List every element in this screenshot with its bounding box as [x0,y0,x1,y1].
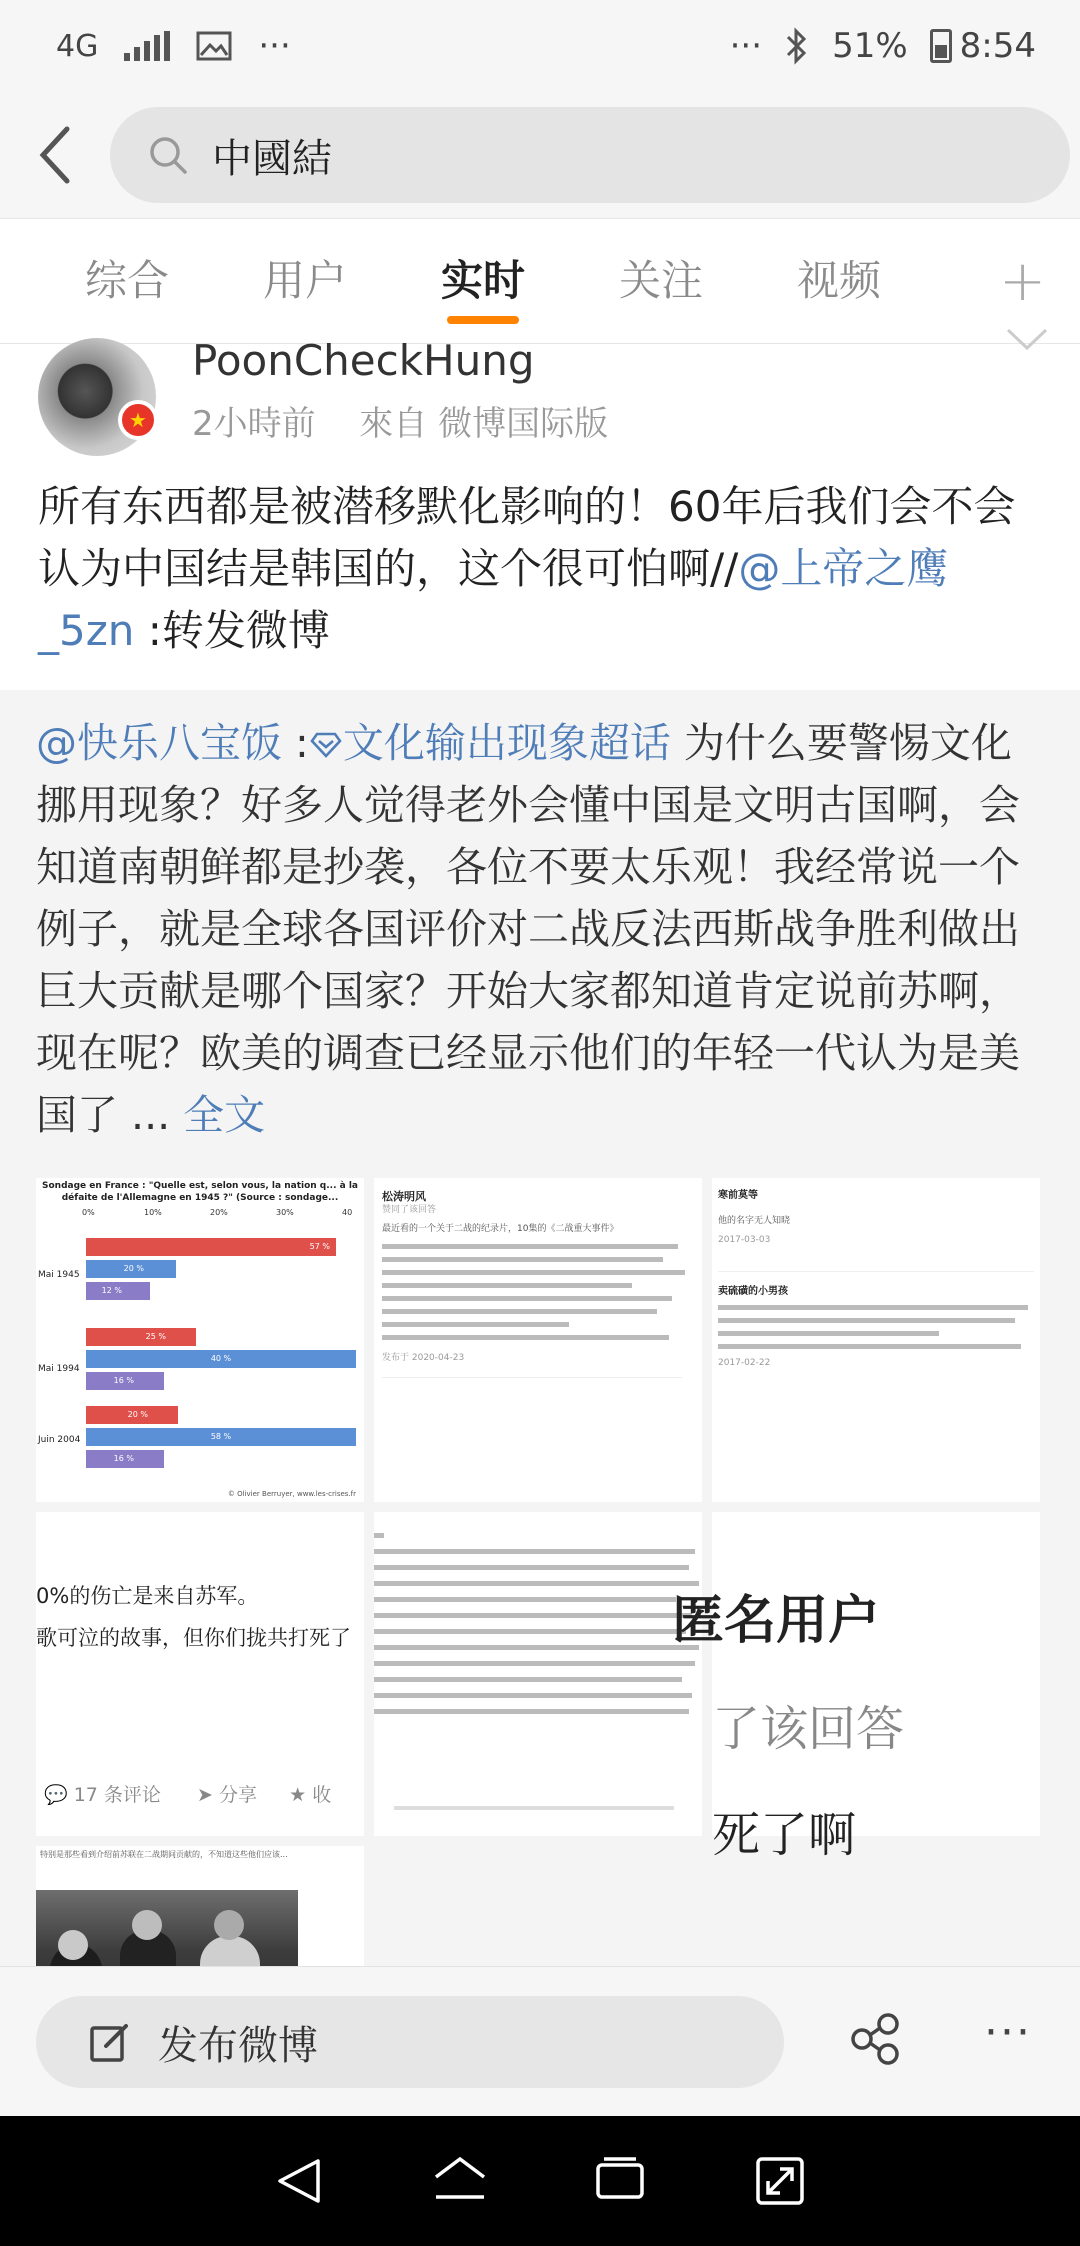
post-text [0,464,1080,662]
edit-icon [88,2020,132,2064]
repost-separator: : [282,719,309,767]
tick-label: 0% [82,1208,95,1217]
bar-usa-1945 [86,1260,176,1278]
share-button[interactable] [848,2011,904,2071]
thumb4-fav: 收 [312,1784,332,1806]
post-meta [192,396,608,445]
thumb2-date: 发布于 2020-04-23 [382,1353,465,1363]
bar-value: 40 % [210,1354,232,1363]
tab-realtime[interactable]: 实时 [394,218,572,344]
thumb3-divider [718,1271,1034,1272]
recents-icon [592,2153,648,2209]
thumb1-row-label-3: Juin 2004 [38,1435,81,1445]
battery-icon [930,29,952,63]
tick-label: 20% [210,1208,228,1217]
bottom-action-bar [0,1966,1080,2116]
repost-body: 为什么要警惕文化挪用现象？好多人觉得老外会懂中国是文明古国啊，会知道南朝鲜都是抄袭，各位不要太乐观！我经常说一个例子，就是全球各国评价对二战反法西斯战争胜利做出巨大贡献是哪个国家？开始大家都知道肯定说前苏啊，现在呢？欧美的调查已经显示他们的年轻一代认为是美国了 ... [36,719,1020,1139]
username[interactable]: PoonCheckHung [192,336,535,385]
image-grid [36,1178,1044,2028]
tick-label: 10% [144,1208,162,1217]
bar-value: 58 % [210,1432,232,1441]
thumb3-date1: 2017-03-03 [718,1235,771,1245]
clock: 8:54 [959,26,1036,66]
share-arrow-icon: ➤ [197,1784,213,1806]
home-icon [430,2153,490,2209]
bar-value: 20 % [127,1410,148,1419]
image-thumbnail-4[interactable] [36,1512,364,1836]
thumb4-comments: 17 条评论 [73,1784,161,1806]
bar-ussr-1994 [86,1328,196,1346]
compose-button[interactable] [36,1996,784,2088]
add-tab-button[interactable]: + [999,249,1046,314]
tick-label: 40 [342,1208,353,1217]
thumb1-ticks [82,1208,362,1220]
more-notifications: ··· [258,26,291,66]
image-thumbnail-6[interactable] [672,1512,1040,1863]
bar-usa-1994 [86,1350,356,1368]
nav-recents-button[interactable] [580,2141,660,2221]
thumb3-name1: 寒前莫等 [718,1190,758,1201]
post-header [0,336,1080,464]
post-body: 所有东西都是被潜移默化影响的！60年后我们会不会认为中国结是韩国的，这个很可怕啊// [38,482,1016,593]
thumb6-line2: 了该回答 [712,1701,905,1757]
thumb4-actions [44,1780,331,1807]
back-button[interactable] [20,115,90,195]
comment-icon: 💬 [44,1784,68,1806]
thumb1-row-label-2: Mai 1994 [38,1364,80,1374]
star-icon: ★ [289,1784,307,1806]
search-input[interactable] [110,107,1070,203]
topic-label: 文化输出现象超话 [342,719,671,767]
thumb3-name2: 卖硫磺的小男孩 [718,1286,788,1297]
tick-label: 30% [276,1208,294,1217]
tab-following[interactable]: 关注 [618,256,703,305]
more-status: ··· [729,26,763,66]
thumb4-line2: 歌可泣的故事，但你们拢共打死了 [36,1626,351,1650]
system-nav-bar [0,2116,1080,2246]
nav-back-button[interactable] [260,2141,340,2221]
signal-icon [124,31,170,61]
post-body-tail: :转发微博 [134,606,330,655]
chevron-down-icon[interactable] [1004,324,1050,354]
post-time: 2小時前 [192,404,316,444]
full-text-link[interactable]: 全文 [183,1091,266,1139]
thumb3-text-lines [718,1305,1034,1349]
thumb3-date2: 2017-02-22 [718,1358,771,1368]
image-icon [196,30,232,62]
bar-ussr-1945 [86,1238,336,1256]
weibo-post [0,336,1080,1986]
image-thumbnail-2[interactable] [374,1178,702,1502]
thumb3-line1: 他的名字无人知晓 [718,1216,791,1226]
search-tabs [0,218,1080,344]
thumb6-line1: 匿名用户 [672,1591,881,1651]
thumb2-line1: 赞同了该回答 [382,1205,437,1215]
thumb2-line2: 最近看的一个关于二战的纪录片，10集的《二战重大事件》 [382,1224,619,1234]
topic-link[interactable] [309,719,671,767]
mention-link[interactable]: @上帝之鹰_5zn [38,544,949,655]
expand-icon [752,2153,808,2209]
post-source: 來自 微博国际版 [359,404,609,444]
thumb4-share: 分享 [219,1784,258,1806]
tab-users[interactable]: 用户 [262,256,347,305]
search-header [0,92,1080,218]
status-bar [0,0,1080,92]
back-arrow-icon [35,125,75,185]
nav-home-button[interactable] [420,2141,500,2221]
search-query: 中國結 [212,135,332,182]
thumb5-text-lines [374,1533,702,1714]
image-thumbnail-1[interactable] [36,1178,364,1502]
thumb2-text-lines [382,1244,694,1340]
bar-uk-1994 [86,1372,164,1390]
more-options-button[interactable]: ··· [984,2007,1032,2058]
bluetooth-icon [784,27,810,65]
tab-video[interactable]: 视频 [796,256,881,305]
bar-uk-2004 [86,1450,164,1468]
thumb1-credit: © Olivier Berruyer, www.les-crises.fr [227,1490,356,1498]
bar-value: 25 % [145,1332,166,1341]
share-icon [848,2011,904,2067]
reposted-content[interactable] [0,690,1080,1986]
bar-usa-2004 [86,1428,356,1446]
thumb4-line1: 0%的伤亡是来自苏军。 [36,1584,259,1608]
thumb1-row-label-1: Mai 1945 [38,1270,80,1280]
image-thumbnail-5[interactable] [374,1512,702,1836]
back-triangle-icon [272,2153,328,2209]
thumb2-actions [382,1377,682,1391]
bar-uk-1945 [86,1282,150,1300]
bar-value: 20 % [123,1264,144,1273]
thumb1-title: Sondage en France : "Quelle est, selon vous, la nation q... à la défaite de l'Allemagne en 1945 ?" (Source : sondage... [42,1181,358,1203]
bar-value: 12 % [101,1286,122,1295]
battery-percent: 51% [832,26,908,66]
thumb7-caption: 特别是那些看到介绍前苏联在二战期间贡献的，不知道这些他们应该... [40,1850,288,1859]
verified-badge-icon: ★ [118,400,158,440]
bar-value: 57 % [309,1242,330,1251]
repost-text [36,712,1044,1146]
network-indicator: 4G [56,28,99,64]
thumb6-line3: 死了啊 [712,1807,857,1863]
bar-value: 16 % [113,1454,134,1463]
search-icon [148,135,188,175]
bar-ussr-2004 [86,1406,178,1424]
image-thumbnail-3[interactable] [712,1178,1040,1502]
bar-value: 16 % [113,1376,134,1385]
thumb5-actions [394,1806,674,1810]
diamond-topic-icon [309,731,343,759]
nav-expand-button[interactable] [740,2141,820,2221]
repost-author-link[interactable]: @快乐八宝饭 [36,719,282,767]
compose-label: 发布微博 [158,2022,318,2069]
thumb2-name: 松涛明风 [382,1190,426,1203]
tab-comprehensive[interactable]: 综合 [84,256,169,305]
